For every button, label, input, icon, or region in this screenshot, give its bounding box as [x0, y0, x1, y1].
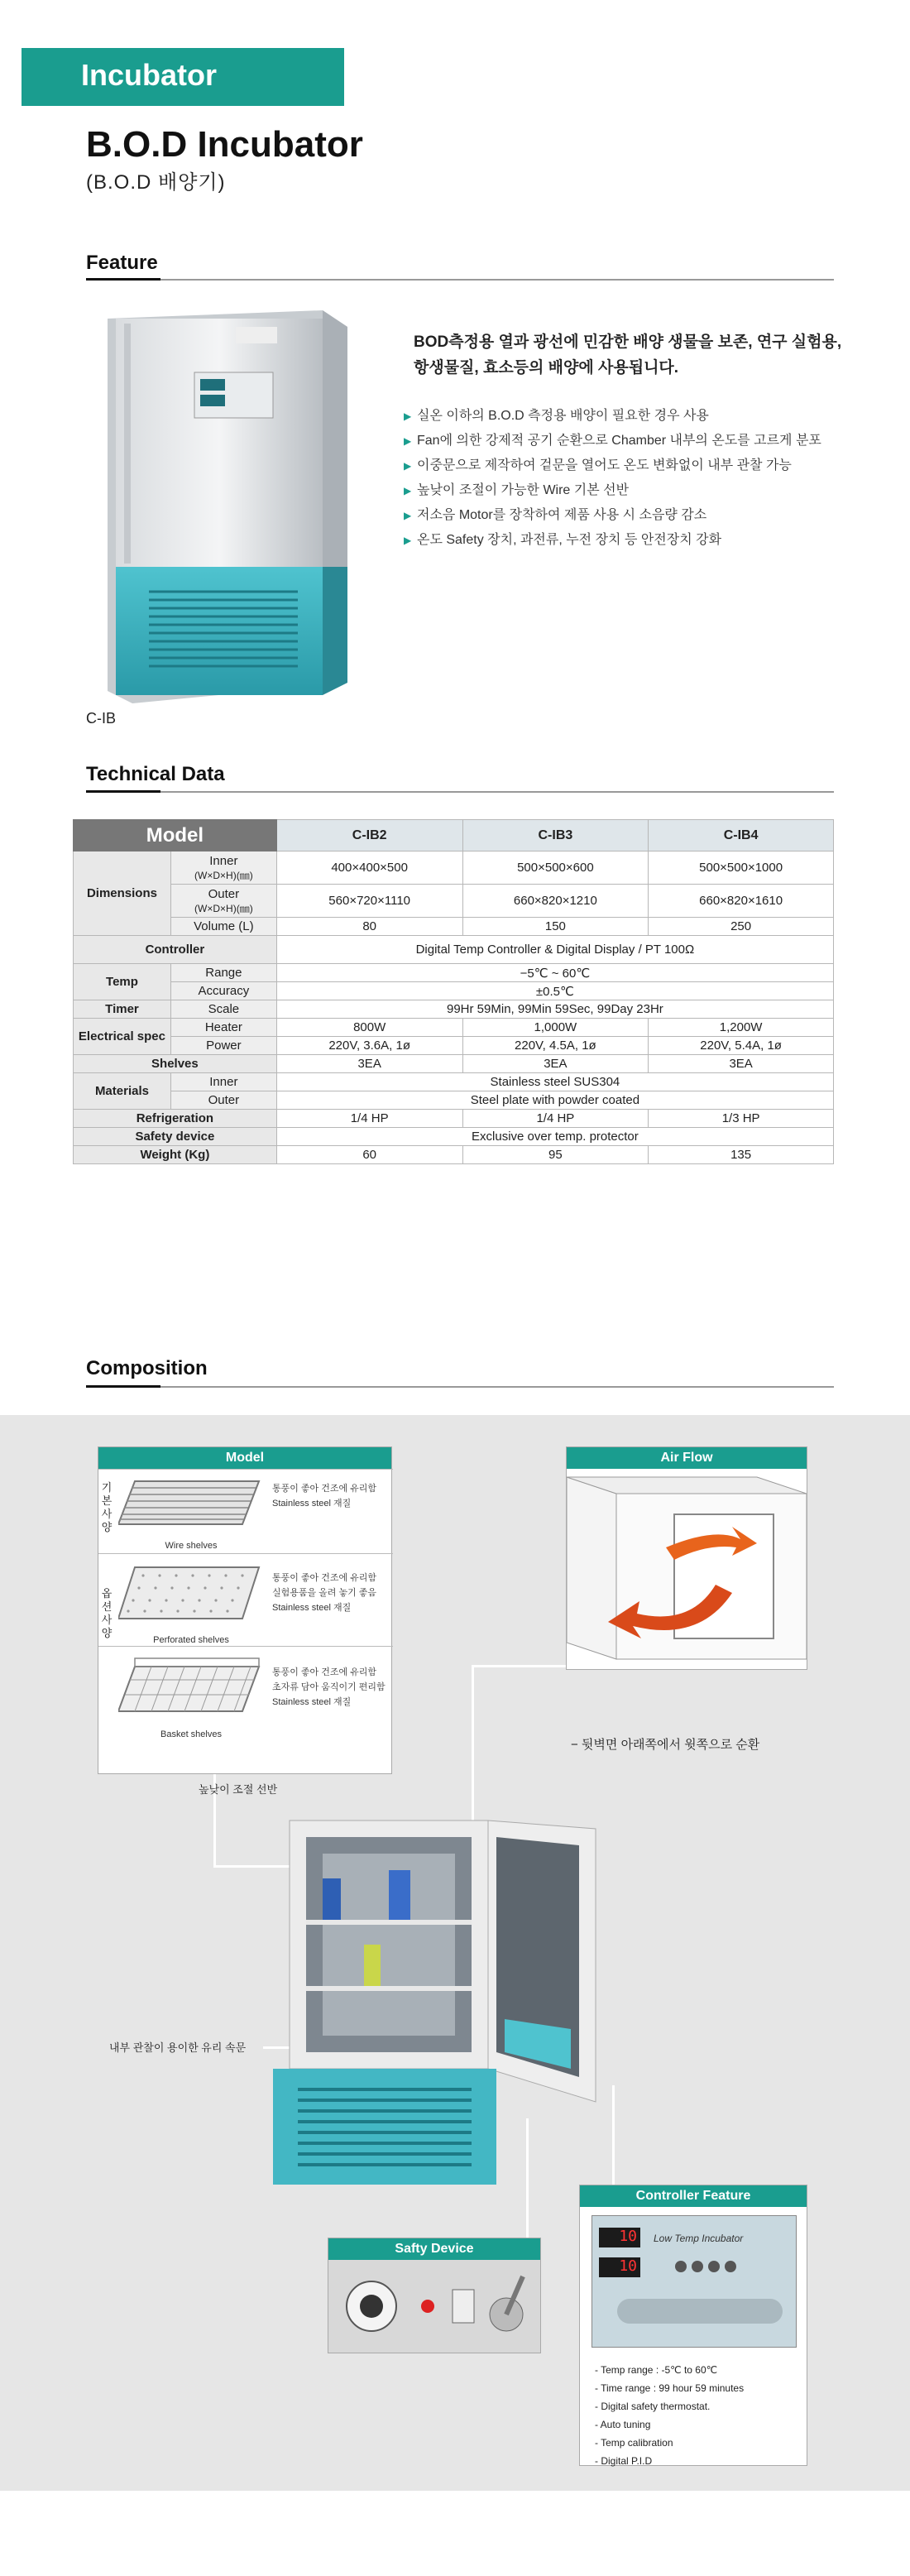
model-header: Model	[74, 820, 277, 851]
controller-label: Controller	[74, 936, 277, 964]
basket-shelf-caption: Basket shelves	[160, 1729, 222, 1739]
connector-line	[472, 1665, 579, 1667]
technical-rule	[86, 791, 834, 793]
outer-dim-label: Outer (W×D×H)(㎜)	[170, 885, 276, 918]
temp-display: 10	[599, 2228, 640, 2247]
table-cell: Stainless steel SUS304	[276, 1073, 833, 1091]
panel-button[interactable]	[708, 2261, 720, 2272]
safety-label: Safety device	[74, 1128, 277, 1146]
table-row	[74, 885, 834, 918]
model-box	[98, 1446, 392, 1774]
controller-panel	[592, 2215, 797, 2348]
table-cell: Digital Temp Controller & Digital Display / PT 100Ω	[276, 936, 833, 964]
model-row-basket	[98, 1646, 393, 1742]
table-cell: 3EA	[649, 1055, 834, 1073]
panel-button[interactable]	[692, 2261, 703, 2272]
model-box-title: Model	[98, 1447, 391, 1469]
triangle-bullet-icon: ▶	[404, 460, 412, 472]
safety-device-image	[328, 2260, 540, 2353]
table-cell: 1/4 HP	[276, 1110, 462, 1128]
product-title: B.O.D Incubator	[86, 124, 363, 165]
airflow-box	[566, 1446, 807, 1670]
table-cell: 80	[276, 918, 462, 936]
table-cell: Steel plate with powder coated	[276, 1091, 833, 1110]
table-cell: ±0.5℃	[276, 982, 833, 1000]
table-row	[74, 1000, 834, 1019]
shelf-adjust-caption: 높낮이 조절 선반	[199, 1783, 278, 1796]
table-cell: 500×500×1000	[649, 851, 834, 885]
perforated-shelf-text: 통풍이 좋아 건조에 유리함 실험용품을 올려 놓기 좋음 Stainless steel 재질	[272, 1573, 377, 1613]
table-cell: −5℃ ~ 60℃	[276, 964, 833, 982]
heater-label: Heater	[170, 1019, 276, 1037]
materials-label: Materials	[74, 1073, 171, 1110]
technical-heading: Technical Data	[86, 763, 225, 785]
dimensions-label: Dimensions	[74, 851, 171, 936]
table-cell: 400×400×500	[276, 851, 462, 885]
list-item: - Temp range : -5℃ to 60℃	[595, 2364, 718, 2376]
spec-table	[73, 819, 834, 1164]
table-row	[74, 964, 834, 982]
basket-shelf-image	[118, 1652, 264, 1728]
range-label: Range	[170, 964, 276, 982]
table-cell: 220V, 3.6A, 1ø	[276, 1037, 462, 1055]
basket-shelf-text: 통풍이 좋아 건조에 유리함 초자류 담아 움직이기 편리함 Stainless steel 재질	[272, 1667, 386, 1707]
controller-feature-title: Controller Feature	[580, 2185, 807, 2207]
table-cell: 135	[649, 1146, 834, 1164]
table-cell: 3EA	[276, 1055, 462, 1073]
panel-button[interactable]	[725, 2261, 736, 2272]
triangle-bullet-icon: ▶	[404, 535, 412, 546]
materials-inner-label: Inner	[170, 1073, 276, 1091]
table-cell: 3EA	[462, 1055, 649, 1073]
temp-label: Temp	[74, 964, 171, 1000]
product-caption: C-IB	[86, 710, 116, 727]
table-row	[74, 982, 834, 1000]
safety-device-title: Safty Device	[328, 2238, 540, 2260]
panel-key-strip	[617, 2299, 783, 2324]
wire-shelf-image	[118, 1473, 264, 1541]
list-item: ▶ 이중문으로 제작하여 겉문을 열어도 온도 변화없이 내부 관찰 가능	[400, 453, 831, 478]
list-item: ▶ 높낮이 조절이 가능한 Wire 기본 선반	[400, 478, 831, 503]
list-item: - Auto tuning	[595, 2419, 651, 2430]
list-item: ▶ 저소음 Motor를 장착하여 제품 사용 시 소음량 감소	[400, 503, 831, 528]
table-row	[74, 918, 834, 936]
weight-label: Weight (Kg)	[74, 1146, 277, 1164]
refrigeration-label: Refrigeration	[74, 1110, 277, 1128]
table-cell: 220V, 4.5A, 1ø	[462, 1037, 649, 1055]
table-cell: Exclusive over temp. protector	[276, 1128, 833, 1146]
table-cell: 60	[276, 1146, 462, 1164]
table-row	[74, 851, 834, 885]
controller-feature-list	[595, 2361, 744, 2470]
composition-rule	[86, 1386, 834, 1388]
triangle-bullet-icon: ▶	[404, 510, 412, 521]
table-cell: 560×720×1110	[276, 885, 462, 918]
perforated-shelf-image	[118, 1559, 264, 1635]
list-item: ▶ 실온 이하의 B.O.D 측정용 배양이 필요한 경우 사용	[400, 404, 831, 429]
category-banner: Incubator	[22, 48, 344, 106]
materials-outer-label: Outer	[170, 1091, 276, 1110]
product-image	[99, 302, 364, 716]
feature-description: BOD측정용 열과 광선에 민감한 배양 생물을 보존, 연구 실험용, 항생물질, 효소등의 배양에 사용됩니다.	[414, 333, 842, 377]
wire-shelf-caption: Wire shelves	[165, 1541, 218, 1551]
open-chamber-image	[273, 1812, 629, 2193]
table-cell: 660×820×1210	[462, 885, 649, 918]
model-c-ib3: C-IB3	[462, 820, 649, 851]
table-row	[74, 1019, 834, 1037]
triangle-bullet-icon: ▶	[404, 410, 412, 422]
model-row-perforated	[98, 1553, 393, 1646]
table-cell: 95	[462, 1146, 649, 1164]
option-group-label: 옵션사양	[101, 1587, 113, 1639]
scale-label: Scale	[170, 1000, 276, 1019]
table-cell: 1,200W	[649, 1019, 834, 1037]
table-row	[74, 1110, 834, 1128]
list-item: - Temp calibration	[595, 2437, 673, 2449]
time-display: 10	[599, 2257, 640, 2277]
inner-dim-label: Inner (W×D×H)(㎜)	[170, 851, 276, 885]
model-c-ib4: C-IB4	[649, 820, 834, 851]
glass-door-caption: 내부 관찰이 용이한 유리 속문	[109, 2041, 247, 2054]
table-row	[74, 1128, 834, 1146]
list-item: - Digital safety thermostat.	[595, 2401, 711, 2412]
product-subtitle: (B.O.D 배양기)	[86, 171, 226, 194]
table-cell: 220V, 5.4A, 1ø	[649, 1037, 834, 1055]
table-row	[74, 936, 834, 964]
table-cell: 660×820×1610	[649, 885, 834, 918]
list-item: ▶ 온도 Safety 장치, 과전류, 누전 장치 등 안전장치 강화	[400, 528, 831, 553]
triangle-bullet-icon: ▶	[404, 435, 412, 447]
feature-list	[400, 404, 831, 553]
table-row	[74, 1146, 834, 1164]
table-row	[74, 1073, 834, 1091]
panel-label: Low Temp Incubator	[654, 2233, 744, 2244]
airflow-title: Air Flow	[567, 1447, 807, 1469]
power-label: Power	[170, 1037, 276, 1055]
electrical-label: Electrical spec	[74, 1019, 171, 1055]
table-cell: 1/4 HP	[462, 1110, 649, 1128]
table-cell: 250	[649, 918, 834, 936]
timer-label: Timer	[74, 1000, 171, 1019]
safety-device-box	[328, 2238, 541, 2353]
airflow-diagram	[567, 1469, 807, 1669]
table-row	[74, 1037, 834, 1055]
composition-heading: Composition	[86, 1357, 208, 1379]
feature-rule	[86, 279, 834, 281]
list-item: ▶ Fan에 의한 강제적 공기 순환으로 Chamber 내부의 온도를 고르게 분포	[400, 429, 831, 453]
table-cell: 1/3 HP	[649, 1110, 834, 1128]
table-cell: 800W	[276, 1019, 462, 1037]
panel-button-row	[675, 2261, 774, 2272]
table-row	[74, 1055, 834, 1073]
table-cell: 500×500×600	[462, 851, 649, 885]
table-cell: 1,000W	[462, 1019, 649, 1037]
table-row	[74, 1091, 834, 1110]
table-cell: 150	[462, 918, 649, 936]
perforated-shelf-caption: Perforated shelves	[153, 1635, 229, 1645]
model-row-wire	[98, 1469, 393, 1553]
list-item: - Time range : 99 hour 59 minutes	[595, 2382, 745, 2394]
list-item: - Digital P.I.D	[595, 2455, 653, 2467]
shelves-label: Shelves	[74, 1055, 277, 1073]
wire-shelf-text: 통풍이 좋아 건조에 유리함 Stainless steel 재질	[272, 1484, 377, 1509]
controller-feature-box	[579, 2185, 807, 2466]
triangle-bullet-icon: ▶	[404, 485, 412, 496]
volume-label: Volume (L)	[170, 918, 276, 936]
accuracy-label: Accuracy	[170, 982, 276, 1000]
table-cell: 99Hr 59Min, 99Min 59Sec, 99Day 23Hr	[276, 1000, 833, 1019]
panel-button[interactable]	[675, 2261, 687, 2272]
basic-group-label: 기본사양	[101, 1481, 113, 1533]
airflow-caption: − 뒷벽면 아래쪽에서 윗쪽으로 순환	[571, 1738, 760, 1752]
model-c-ib2: C-IB2	[276, 820, 462, 851]
feature-heading: Feature	[86, 252, 158, 274]
